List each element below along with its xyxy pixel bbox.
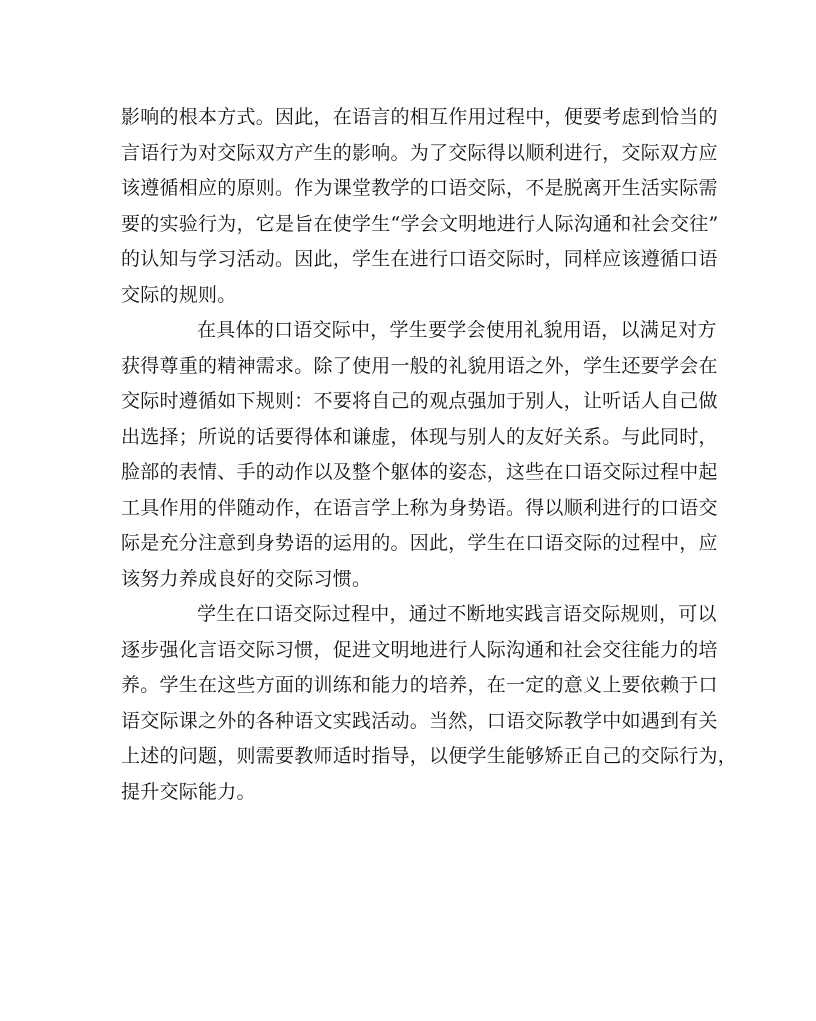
paragraph-line: 要的实验行为，它是旨在使学生“学会文明地进行人际沟通和社会交往”	[121, 212, 719, 235]
paragraph-1	[121, 100, 719, 313]
paragraph-line: 交际的规则。	[121, 283, 237, 306]
paragraph-3	[121, 597, 738, 810]
paragraph-line: 的认知与学习活动。因此，学生在进行口语交际时，同样应该遵循口语	[121, 248, 718, 270]
paragraph-line: 上述的问题，则需要教师适时指导，以便学生能够矫正自己的交际行为，	[121, 745, 738, 767]
paragraph-line: 提升交际能力。	[121, 780, 256, 803]
paragraph-line: 该遵循相应的原则。作为课堂教学的口语交际，不是脱离开生活实际需	[121, 177, 718, 199]
paragraph-line: 养。学生在这些方面的训练和能力的培养，在一定的意义上要依赖于口	[121, 674, 718, 696]
paragraph-line: 言语行为对交际双方产生的影响。为了交际得以顺利进行，交际双方应	[121, 141, 718, 164]
paragraph-line: 语交际课之外的各种语文实践活动。当然，口语交际教学中如遇到有关	[121, 709, 718, 732]
paragraph-line: 出选择；所说的话要得体和谦虚，体现与别人的友好关系。与此同时，	[121, 425, 718, 448]
paragraph-line: 学生在口语交际过程中，通过不断地实践言语交际规则，可以	[197, 603, 717, 625]
paragraph-line: 在具体的口语交际中，学生要学会使用礼貌用语，以满足对方	[197, 319, 717, 341]
paragraph-line: 脸部的表情、手的动作以及整个躯体的姿态，这些在口语交际过程中起	[121, 461, 718, 483]
paragraph-line: 获得尊重的精神需求。除了使用一般的礼貌用语之外，学生还要学会在	[121, 354, 718, 377]
paragraph-line: 逐步强化言语交际习惯，促进文明地进行人际沟通和社会交往能力的培	[121, 638, 718, 661]
paragraph-line: 交际时遵循如下规则：不要将自己的观点强加于别人，让听话人自己做	[121, 390, 718, 412]
paragraph-line: 影响的根本方式。因此，在语言的相互作用过程中，便要考虑到恰当的	[121, 106, 718, 128]
document-body	[121, 100, 738, 810]
paragraph-line: 际是充分注意到身势语的运用的。因此，学生在口语交际的过程中，应	[121, 532, 718, 554]
paragraph-2	[121, 313, 718, 597]
paragraph-line: 工具作用的伴随动作，在语言学上称为身势语。得以顺利进行的口语交	[121, 496, 718, 519]
paragraph-line: 该努力养成良好的交际习惯。	[121, 567, 372, 590]
